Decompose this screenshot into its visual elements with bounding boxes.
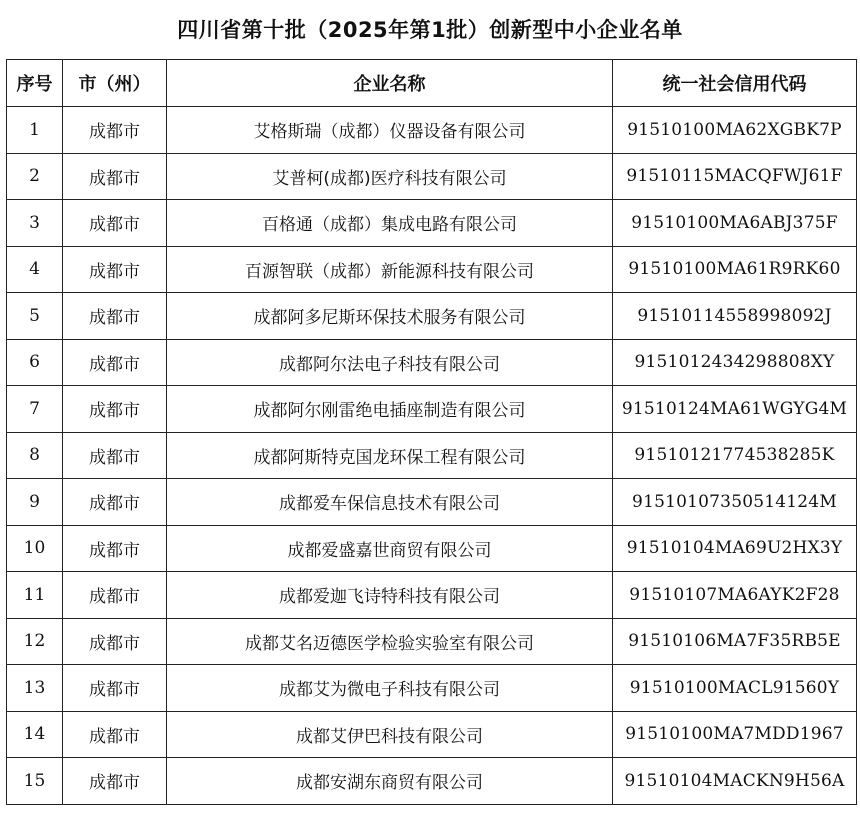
table-row [7, 200, 857, 247]
table-header-row [7, 60, 857, 107]
row-company-name: 成都阿尔刚雷绝电插座制造有限公司 [167, 386, 613, 433]
table-row [7, 339, 857, 386]
row-city: 成都市 [63, 525, 167, 572]
document-title: 四川省第十批（2025年第1批）创新型中小企业名单 [177, 18, 683, 42]
row-company-name: 成都艾名迈德医学检验实验室有限公司 [167, 618, 613, 665]
row-city: 成都市 [63, 479, 167, 526]
row-index: 7 [7, 386, 63, 433]
table-row [7, 293, 857, 340]
row-credit-code: 91510121774538285K [613, 432, 857, 479]
row-credit-code: 91510124MA61WGYG4M [613, 386, 857, 433]
row-credit-code: 91510104MACKN9H56A [613, 758, 857, 805]
row-company-name: 成都爱盛嘉世商贸有限公司 [167, 525, 613, 572]
row-company-name: 艾普柯(成都)医疗科技有限公司 [167, 153, 613, 200]
table-row [7, 758, 857, 805]
row-city: 成都市 [63, 432, 167, 479]
header-index: 序号 [7, 60, 63, 107]
row-index: 5 [7, 293, 63, 340]
table-row [7, 525, 857, 572]
row-company-name: 百源智联（成都）新能源科技有限公司 [167, 246, 613, 293]
row-credit-code: 91510100MA62XGBK7P [613, 107, 857, 154]
table-row [7, 572, 857, 619]
row-index: 6 [7, 339, 63, 386]
row-index: 9 [7, 479, 63, 526]
table-row [7, 479, 857, 526]
row-index: 10 [7, 525, 63, 572]
row-index: 13 [7, 665, 63, 712]
header-city: 市（州） [63, 60, 167, 107]
row-city: 成都市 [63, 339, 167, 386]
table-row [7, 665, 857, 712]
row-company-name: 成都爱迦飞诗特科技有限公司 [167, 572, 613, 619]
row-credit-code: 91510107350514124M [613, 479, 857, 526]
enterprise-table [6, 59, 857, 805]
header-company-name: 企业名称 [167, 60, 613, 107]
row-credit-code: 91510100MA6ABJ375F [613, 200, 857, 247]
table-row [7, 618, 857, 665]
row-company-name: 成都艾伊巴科技有限公司 [167, 711, 613, 758]
row-city: 成都市 [63, 618, 167, 665]
row-credit-code: 91510107MA6AYK2F28 [613, 572, 857, 619]
table-row [7, 711, 857, 758]
row-index: 2 [7, 153, 63, 200]
row-index: 12 [7, 618, 63, 665]
header-credit-code: 统一社会信用代码 [613, 60, 857, 107]
row-city: 成都市 [63, 293, 167, 340]
row-index: 14 [7, 711, 63, 758]
row-city: 成都市 [63, 107, 167, 154]
row-index: 3 [7, 200, 63, 247]
row-index: 15 [7, 758, 63, 805]
row-city: 成都市 [63, 758, 167, 805]
row-city: 成都市 [63, 572, 167, 619]
row-index: 4 [7, 246, 63, 293]
table-row [7, 432, 857, 479]
row-company-name: 成都爱车保信息技术有限公司 [167, 479, 613, 526]
row-credit-code: 91510104MA69U2HX3Y [613, 525, 857, 572]
row-city: 成都市 [63, 711, 167, 758]
row-credit-code: 91510100MACL91560Y [613, 665, 857, 712]
row-index: 11 [7, 572, 63, 619]
row-credit-code: 9151012434298808XY [613, 339, 857, 386]
row-index: 1 [7, 107, 63, 154]
row-company-name: 成都阿斯特克国龙环保工程有限公司 [167, 432, 613, 479]
row-index: 8 [7, 432, 63, 479]
table-row [7, 107, 857, 154]
row-company-name: 成都艾为微电子科技有限公司 [167, 665, 613, 712]
row-city: 成都市 [63, 665, 167, 712]
row-company-name: 成都安湖东商贸有限公司 [167, 758, 613, 805]
table-body [7, 107, 857, 805]
row-credit-code: 91510115MACQFWJ61F [613, 153, 857, 200]
table-row [7, 246, 857, 293]
row-city: 成都市 [63, 200, 167, 247]
row-credit-code: 91510100MA61R9RK60 [613, 246, 857, 293]
row-company-name: 成都阿尔法电子科技有限公司 [167, 339, 613, 386]
row-credit-code: 91510114558998092J [613, 293, 857, 340]
row-city: 成都市 [63, 386, 167, 433]
row-credit-code: 91510106MA7F35RB5E [613, 618, 857, 665]
row-city: 成都市 [63, 246, 167, 293]
table-row [7, 386, 857, 433]
row-company-name: 艾格斯瑞（成都）仪器设备有限公司 [167, 107, 613, 154]
row-city: 成都市 [63, 153, 167, 200]
row-company-name: 百格通（成都）集成电路有限公司 [167, 200, 613, 247]
row-company-name: 成都阿多尼斯环保技术服务有限公司 [167, 293, 613, 340]
row-credit-code: 91510100MA7MDD1967 [613, 711, 857, 758]
table-row [7, 153, 857, 200]
